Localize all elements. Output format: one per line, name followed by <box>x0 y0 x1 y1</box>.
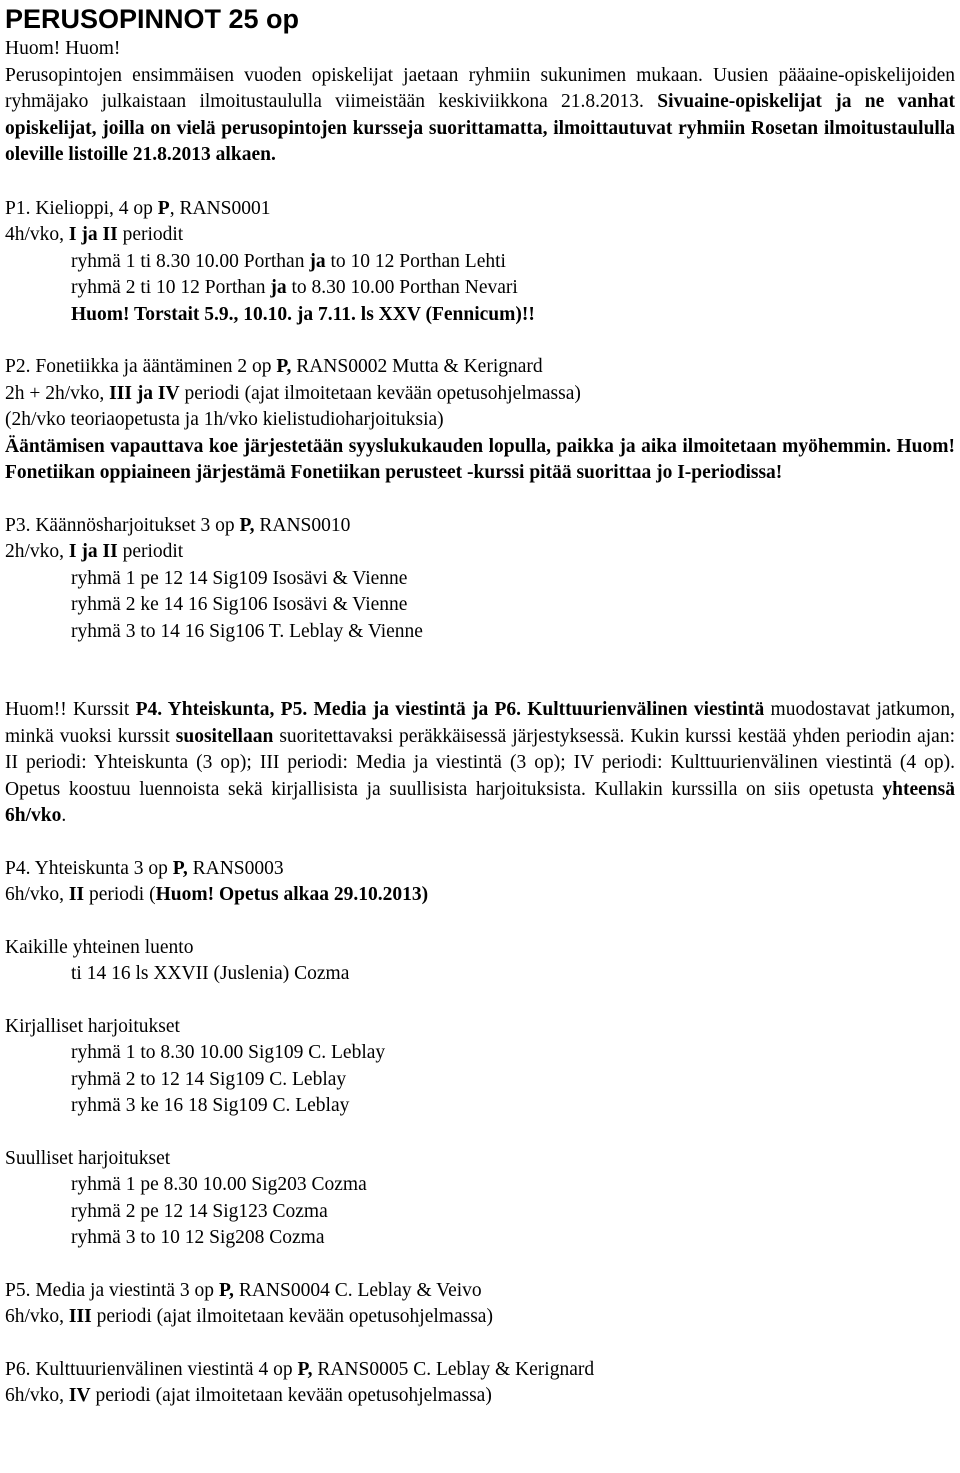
p4-written-title: Kirjalliset harjoitukset <box>5 1015 180 1037</box>
p2-exam-note <box>5 434 955 487</box>
p2-detail: (2h/vko teoriaopetusta ja 1h/vko kielistudioharjoituksia) <box>5 409 444 430</box>
p1-hours-suffix: periodit <box>117 224 184 245</box>
p3-heading-bold: P, <box>239 514 255 536</box>
p1-group-1-a: ryhmä 1 ti 8.30 10.00 Porthan <box>71 250 310 272</box>
p1-heading-bold: P <box>157 197 170 219</box>
p3-group-1: ryhmä 1 pe 12 14 Sig109 Isosävi & Vienne <box>71 567 408 589</box>
p4-written-group-1: ryhmä 1 to 8.30 10.00 Sig109 C. Leblay <box>71 1042 386 1063</box>
series-note-courses: P4. Yhteiskunta, P5. Media ja viestintä ja P6. Kulttuurienvälinen viestintä <box>135 699 765 720</box>
p1-heading-text: P1. Kielioppi, 4 op <box>5 197 158 219</box>
p6-heading <box>5 1357 955 1384</box>
p1-group-1-c: to 10 12 Porthan Lehti <box>325 250 506 272</box>
p4-oral-group-3: ryhmä 3 to 10 12 Sig208 Cozma <box>71 1227 325 1248</box>
p6-heading-code: RANS0005 C. Leblay & Kerignard <box>312 1358 595 1380</box>
p1-hours <box>5 222 955 249</box>
course-p3 <box>5 513 955 646</box>
p5-heading-text: P5. Media ja viestintä 3 op <box>5 1279 219 1301</box>
p2-hours-bold: III ja IV <box>109 382 180 404</box>
p4-hours-mid: periodi ( <box>84 884 156 905</box>
p4-hours-start-note: Huom! Opetus alkaa 29.10.2013) <box>155 884 429 905</box>
p2-heading <box>5 354 955 381</box>
notice-paragraph <box>5 63 955 169</box>
p1-hours-text: 4h/vko, <box>5 224 69 245</box>
course-p1 <box>5 196 955 329</box>
course-p2 <box>5 354 955 487</box>
p1-hours-bold: I ja II <box>68 224 118 245</box>
p5-heading-bold: P, <box>218 1279 234 1301</box>
p2-exam-note-text: Ääntämisen vapauttava koe järjestetään syyslukukauden lopulla, paikka ja aika ilmoitetaan myöhemmin. Huom! Fonetiikan oppiaineen järjestämä Fonetiikan perusteet -kurssi pitää suorittaa jo I-periodissa! <box>5 435 955 483</box>
course-p5 <box>5 1278 955 1331</box>
notice-huom: Huom! Huom! <box>5 38 121 59</box>
notice-bold-text: Sivuaine-opiskelijat ja ne vanhat opiskelijat, joilla on vielä perusopintojen kursseja suorittamatta, ilmoittautuvat ryhmiin Rosetan ilmoitustaululla oleville listoille 21.8.2013 alkaen. <box>5 91 955 165</box>
p1-heading <box>5 196 955 223</box>
series-note <box>5 697 955 830</box>
series-note-g: . <box>61 805 67 826</box>
p2-hours <box>5 381 955 408</box>
p5-hours <box>5 1304 955 1331</box>
p6-hours <box>5 1383 955 1410</box>
p3-group-3: ryhmä 3 to 14 16 Sig106 T. Leblay & Vienne <box>71 620 423 642</box>
p4-written-group-3: ryhmä 3 ke 16 18 Sig109 C. Leblay <box>71 1095 350 1116</box>
p3-heading <box>5 513 955 540</box>
p6-hours-suffix: periodi (ajat ilmoitetaan kevään opetusohjelmassa) <box>90 1385 492 1406</box>
p3-heading-code: RANS0010 <box>254 514 351 536</box>
p1-group-1-b: ja <box>309 250 326 272</box>
p2-heading-code: RANS0002 Mutta & Kerignard <box>291 356 543 377</box>
p3-heading-text: P3. Käännösharjoitukset 3 op <box>5 514 240 536</box>
p3-hours-bold: I ja II <box>68 541 118 562</box>
p5-heading-code: RANS0004 C. Leblay & Veivo <box>233 1279 482 1301</box>
p1-note-text: Huom! Torstait 5.9., 10.10. ja 7.11. ls XXV (Fennicum)!! <box>71 303 535 325</box>
p1-group-2-c: to 8.30 10.00 Porthan Nevari <box>286 277 518 298</box>
p3-hours <box>5 539 955 566</box>
document-page <box>5 0 955 1410</box>
p4-heading-code: RANS0003 <box>187 857 284 879</box>
p1-heading-code: , RANS0001 <box>169 197 271 219</box>
p4-lecture-title: Kaikille yhteinen luento <box>5 936 194 958</box>
series-note-a: Huom!! Kurssit <box>5 699 136 720</box>
p5-hours-bold: III <box>68 1306 92 1327</box>
p3-group-2: ryhmä 2 ke 14 16 Sig106 Isosävi & Vienne <box>71 594 408 615</box>
p3-hours-text: 2h/vko, <box>5 541 69 562</box>
p2-heading-text: P2. Fonetiikka ja ääntäminen 2 op <box>5 356 277 377</box>
p4-written-group-2: ryhmä 2 to 12 14 Sig109 C. Leblay <box>71 1068 347 1090</box>
p1-note <box>5 302 955 329</box>
p4-heading-text: P4. Yhteiskunta 3 op <box>5 857 173 879</box>
p2-hours-suffix: periodi (ajat ilmoitetaan kevään opetusohjelmassa) <box>179 382 581 404</box>
notice-text: Perusopintojen ensimmäisen vuoden opiskelijat jaetaan ryhmiin sukunimen mukaan. Uusien pääaine-opiskelijoiden ryhmäjako julkaistaan ilmoitustaululla viimeistään keskiviikkona 21.8.2013. <box>5 64 955 112</box>
p6-hours-text: 6h/vko, <box>5 1385 69 1406</box>
series-note-recommended: suositellaan <box>175 725 274 747</box>
page-title: PERUSOPINNOT 25 op <box>5 4 300 34</box>
p2-heading-bold: P, <box>276 356 292 377</box>
p1-group-1 <box>5 249 955 276</box>
p6-heading-text: P6. Kulttuurienvälinen viestintä 4 op <box>5 1358 298 1380</box>
p6-hours-bold: IV <box>68 1385 91 1406</box>
p4-heading <box>5 856 955 883</box>
course-p6 <box>5 1357 955 1410</box>
series-note-total: yhteensä 6h/vko <box>5 778 955 826</box>
p6-heading-bold: P, <box>297 1358 313 1380</box>
series-note-c: muodostavat jatkumon, minkä vuoksi kurssit <box>5 699 955 747</box>
p4-lecture: ti 14 16 ls XXVII (Juslenia) Cozma <box>71 963 350 984</box>
p5-hours-text: 6h/vko, <box>5 1306 69 1327</box>
p4-hours <box>5 882 955 909</box>
p1-group-2-b: ja <box>270 277 287 298</box>
p4-heading-bold: P, <box>172 857 188 879</box>
p2-hours-text: 2h + 2h/vko, <box>5 382 110 404</box>
p5-hours-suffix: periodi (ajat ilmoitetaan kevään opetusohjelmassa) <box>91 1306 493 1327</box>
p4-oral-group-1: ryhmä 1 pe 8.30 10.00 Sig203 Cozma <box>71 1174 367 1195</box>
p4-oral-title: Suulliset harjoitukset <box>5 1147 171 1169</box>
p1-group-2-a: ryhmä 2 ti 10 12 Porthan <box>71 277 271 298</box>
p4-oral-group-2: ryhmä 2 pe 12 14 Sig123 Cozma <box>71 1200 328 1222</box>
course-p4 <box>5 856 955 1252</box>
p1-group-2 <box>5 275 955 302</box>
p5-heading <box>5 1278 955 1305</box>
p3-hours-suffix: periodit <box>117 541 184 562</box>
p4-hours-text: 6h/vko, <box>5 884 69 905</box>
series-note-e: suoritettavaksi peräkkäisessä järjestyksessä. Kukin kurssi kestää yhden periodin ajan: II periodi: Yhteiskunta (3 op); III periodi: Media ja viestintä (3 op); IV periodi: Kulttuurienvälinen viestintä (4 op). Opetus koostuu luennoista sekä kirjallisista ja suullisista harjoituksista. Kullakin kurssilla on siis opetusta <box>5 725 955 800</box>
p4-hours-bold: II <box>68 884 85 905</box>
